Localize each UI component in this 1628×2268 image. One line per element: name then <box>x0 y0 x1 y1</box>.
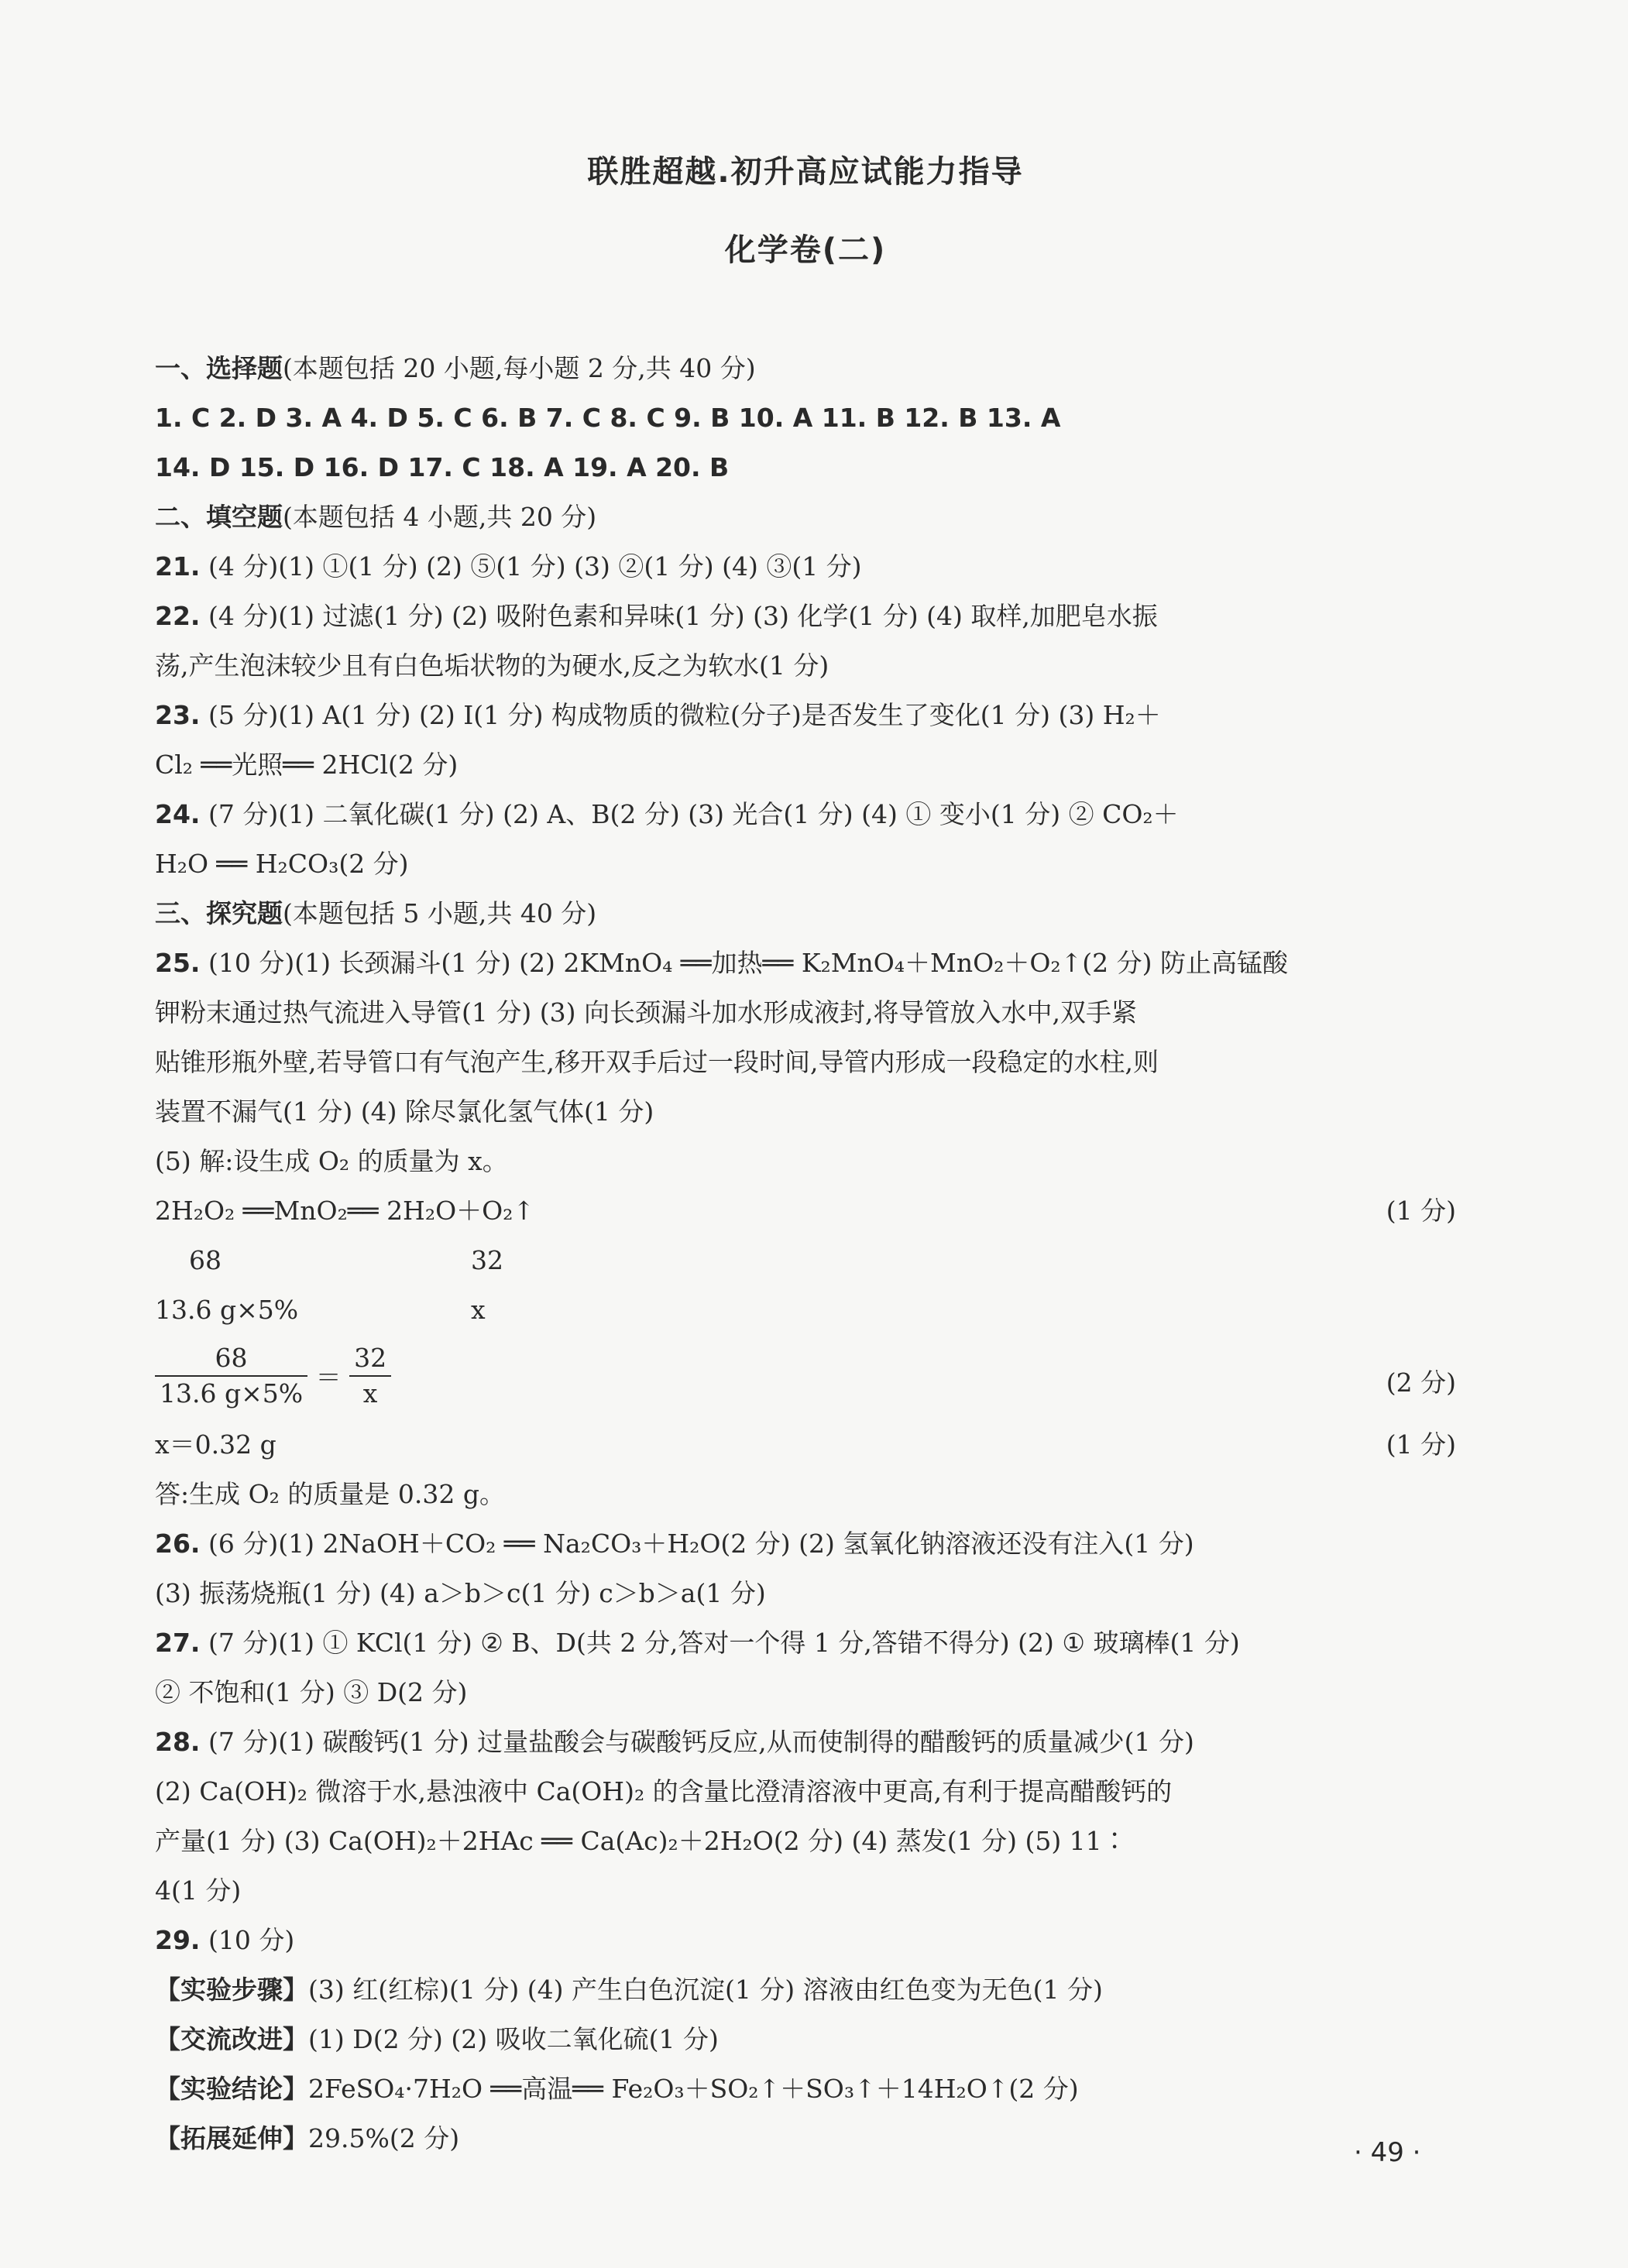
molar-mass-row <box>155 1236 1456 1285</box>
mass-value: 32 <box>471 1245 503 1275</box>
subsection-label: 【实验步骤】 <box>155 1975 308 2005</box>
score-label: (1 分) <box>1386 1196 1456 1226</box>
answer-text: (7 分)(1) 碳酸钙(1 分) 过量盐酸会与碳酸钙反应,从而使制得的醋酸钙的质量减少(1 分) <box>208 1727 1194 1757</box>
denominator: x <box>362 1378 378 1408</box>
question-number: 28. <box>155 1727 201 1757</box>
section-title: 三、探究题 <box>155 898 283 928</box>
section-note: (本题包括 5 小题,共 40 分) <box>283 898 597 928</box>
question-25 <box>155 938 1456 988</box>
numerator: 68 <box>155 1341 307 1377</box>
question-27 <box>155 1618 1456 1668</box>
section-heading-choice <box>155 344 1456 393</box>
page-number: · 49 · <box>1354 2137 1421 2168</box>
question-number: 29. <box>155 1925 201 1955</box>
question-29 <box>155 1916 1456 1965</box>
question-25-line5: (5) 解:设生成 O₂ 的质量为 x。 <box>155 1146 508 1176</box>
q29-improvement <box>155 2015 1456 2064</box>
question-25-line2: 钾粉末通过热气流进入导管(1 分) (3) 向长颈漏斗加水形成液封,将导管放入水中,双手紧 <box>155 997 1137 1028</box>
proportion-row <box>155 1335 1456 1420</box>
score-label: (1 分) <box>1386 1429 1456 1460</box>
mc-answers-row-1: 1. C 2. D 3. A 4. D 5. C 6. B 7. C 8. C 9. B 10. A 11. B 12. B 13. A <box>155 403 1061 433</box>
answer-page <box>155 147 1456 2163</box>
fraction-left <box>155 1341 307 1411</box>
proportion: $\frac{68}{13.6 g\times 5\%}$ ＝ $\frac{32}{x}$ <box>155 1341 391 1411</box>
question-26 <box>155 1519 1456 1569</box>
question-26-cont: (3) 振荡烧瓶(1 分) (4) a＞b＞c(1 分) c＞b＞a(1 分) <box>155 1578 766 1608</box>
result-value: x＝0.32 g <box>155 1429 276 1460</box>
question-number: 23. <box>155 700 201 730</box>
score-label: (2 分) <box>1386 1367 1456 1398</box>
q29-extension <box>155 2114 1456 2163</box>
question-25-line4: 装置不漏气(1 分) (4) 除尽氯化氢气体(1 分) <box>155 1096 654 1127</box>
section-title: 二、填空题 <box>155 502 283 532</box>
fraction-right <box>349 1341 391 1411</box>
q29-conclusion <box>155 2064 1456 2114</box>
numerator: 32 <box>349 1341 391 1377</box>
subsection-label: 【实验结论】 <box>155 2074 308 2104</box>
answer-text: 2FeSO₄·7H₂O ══高温══ Fe₂O₃＋SO₂↑＋SO₃↑＋14H₂O↑(2 分) <box>308 2074 1079 2104</box>
question-score: (10 分) <box>208 1925 295 1955</box>
answer-text: (7 分)(1) ① KCl(1 分) ② B、D(共 2 分,答对一个得 1 分,答错不得分) (2) ① 玻璃棒(1 分) <box>208 1628 1240 1658</box>
question-21 <box>155 542 1456 592</box>
q29-experiment-steps <box>155 1965 1456 2015</box>
subsection-label: 【拓展延伸】 <box>155 2123 308 2153</box>
subsection-label: 【交流改进】 <box>155 2024 308 2054</box>
question-23-cont: Cl₂ ══光照══ 2HCl(2 分) <box>155 750 459 780</box>
final-answer: 答:生成 O₂ 的质量是 0.32 g。 <box>155 1479 505 1509</box>
answer-text: (4 分)(1) 过滤(1 分) (2) 吸附色素和异味(1 分) (3) 化学(1 分) (4) 取样,加肥皂水振 <box>208 601 1158 631</box>
question-28 <box>155 1717 1456 1767</box>
given-value: x <box>471 1295 486 1325</box>
question-number: 27. <box>155 1628 201 1658</box>
question-27-cont: ② 不饱和(1 分) ③ D(2 分) <box>155 1677 468 1707</box>
given-value: 13.6 g×5% <box>155 1295 299 1325</box>
question-22-cont: 荡,产生泡沫较少且有白色垢状物的为硬水,反之为软水(1 分) <box>155 650 829 681</box>
section-title: 一、选择题 <box>155 353 283 383</box>
equation-text: 2H₂O₂ ══MnO₂══ 2H₂O＋O₂↑ <box>155 1196 535 1226</box>
answer-text: 29.5%(2 分) <box>308 2123 460 2153</box>
page-title: 联胜超越.初升高应试能力指导 <box>587 154 1024 190</box>
question-number: 24. <box>155 799 201 829</box>
section-note: (本题包括 20 小题,每小题 2 分,共 40 分) <box>283 353 756 383</box>
question-number: 26. <box>155 1529 201 1559</box>
answer-text: (4 分)(1) ①(1 分) (2) ⑤(1 分) (3) ②(1 分) (4) ③(1 分) <box>208 551 862 582</box>
question-25-line3: 贴锥形瓶外壁,若导管口有气泡产生,移开双手后过一段时间,导管内形成一段稳定的水柱,则 <box>155 1047 1159 1077</box>
mc-answers-row-2: 14. D 15. D 16. D 17. C 18. A 19. A 20. B <box>155 452 730 482</box>
given-row <box>155 1285 1456 1335</box>
answer-text: (5 分)(1) A(1 分) (2) Ⅰ(1 分) 构成物质的微粒(分子)是否发生了变化(1 分) (3) H₂＋ <box>208 700 1161 730</box>
reaction-equation <box>155 1186 1456 1236</box>
mass-value: 68 <box>189 1245 222 1275</box>
answer-text: (3) 红(红棕)(1 分) (4) 产生白色沉淀(1 分) 溶液由红色变为无色(1 分) <box>308 1975 1103 2005</box>
question-28-line2: (2) Ca(OH)₂ 微溶于水,悬浊液中 Ca(OH)₂ 的含量比澄清溶液中更高,有利于提高醋酸钙的 <box>155 1776 1173 1807</box>
question-28-line3: 产量(1 分) (3) Ca(OH)₂＋2HAc ══ Ca(Ac)₂＋2H₂O(2 分) (4) 蒸发(1 分) (5) 11∶ <box>155 1826 1128 1856</box>
answer-text: (10 分)(1) 长颈漏斗(1 分) (2) 2KMnO₄ ══加热══ K₂MnO₄＋MnO₂＋O₂↑(2 分) 防止高锰酸 <box>208 948 1289 978</box>
question-number: 25. <box>155 948 201 978</box>
answer-text: (6 分)(1) 2NaOH＋CO₂ ══ Na₂CO₃＋H₂O(2 分) (2) 氢氧化钠溶液还没有注入(1 分) <box>208 1529 1194 1559</box>
question-23 <box>155 691 1456 740</box>
page-subtitle: 化学卷(二) <box>724 232 887 268</box>
section-heading-fill <box>155 492 1456 542</box>
result-row <box>155 1420 1456 1470</box>
section-heading-inquiry <box>155 889 1456 938</box>
question-number: 22. <box>155 601 201 631</box>
question-24-cont: H₂O ══ H₂CO₃(2 分) <box>155 849 409 879</box>
question-24 <box>155 790 1456 839</box>
section-note: (本题包括 4 小题,共 20 分) <box>283 502 597 532</box>
question-number: 21. <box>155 551 201 582</box>
question-22 <box>155 592 1456 641</box>
answer-text: (1) D(2 分) (2) 吸收二氧化硫(1 分) <box>308 2024 719 2054</box>
denominator: 13.6 g×5% <box>160 1378 304 1408</box>
question-28-line4: 4(1 分) <box>155 1875 242 1906</box>
answer-text: (7 分)(1) 二氧化碳(1 分) (2) A、B(2 分) (3) 光合(1 分) (4) ① 变小(1 分) ② CO₂＋ <box>208 799 1179 829</box>
